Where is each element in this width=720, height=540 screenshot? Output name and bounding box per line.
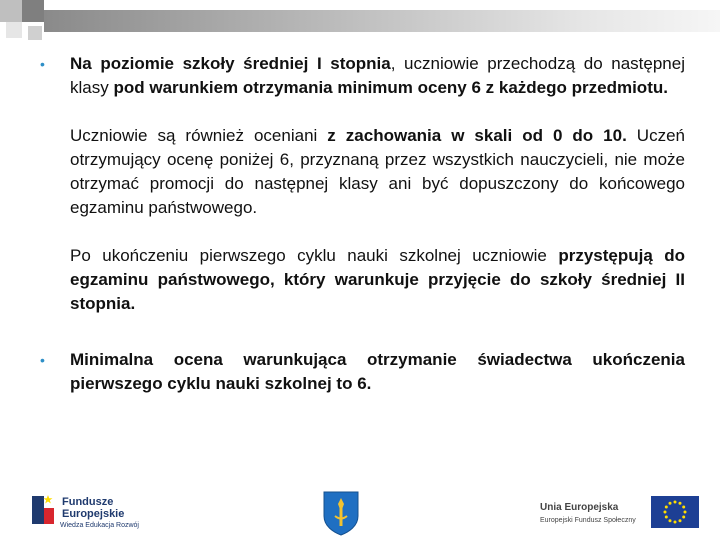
bullet2-text [70, 348, 685, 396]
bullet-marker: • [40, 352, 45, 368]
ue-logo-subtitle: Europejski Fundusz Społeczny [540, 517, 636, 524]
coat-of-arms-icon [322, 490, 360, 536]
paragraph-exam [40, 244, 685, 316]
fundusze-europejskie-logo-icon [30, 492, 58, 528]
fe-logo-text [62, 496, 124, 520]
header-gradient-bar [44, 10, 720, 32]
footer-logos [0, 488, 720, 540]
bullet-item [40, 348, 685, 396]
eu-flag-icon [651, 496, 699, 528]
fe-line1: Fundusze [62, 496, 114, 508]
bullet1-bold-b: pod warunkiem otrzymania minimum oceny 6 z każdego przedmiotu. [113, 78, 668, 97]
bullet-item [40, 52, 685, 100]
para1-text [70, 124, 685, 220]
para1-bold: z zachowania w skali od 0 do 10. [327, 126, 627, 145]
ue-logo-title: Unia Europejska [540, 502, 619, 513]
paragraph-conduct [40, 124, 685, 220]
slide-content [40, 52, 685, 396]
para2-text [70, 244, 685, 316]
bullet2-bold: Minimalna ocena warunkująca otrzymanie świadectwa ukończenia pierwszego cyklu nauki szkolnej to 6. [70, 350, 685, 393]
bullet1-plain: , uczniowie przechodzą do następnej klasy [70, 54, 685, 97]
bullet1-text [70, 52, 685, 100]
para2-plain: Po ukończeniu pierwszego cyklu nauki szkolnej uczniowie [70, 246, 559, 265]
para1-plain-b: Uczeń otrzymujący ocenę poniżej 6, przyznaną przez wszystkich nauczycieli, nie może otrzymać promocji do następnej klasy ani być dopuszczony do końcowego egzaminu państwowego. [70, 126, 685, 217]
para2-bold: przystępują do egzaminu państwowego, który warunkuje przyjęcie do szkoły średniej II stopnia. [70, 246, 685, 313]
bullet1-bold-a: Na poziomie szkoły średniej I stopnia [70, 54, 391, 73]
fe-line2: Europejskie [62, 508, 125, 520]
para1-plain-a: Uczniowie są również oceniani [70, 126, 328, 145]
fe-subtitle: Wiedza Edukacja Rozwój [60, 522, 139, 529]
bullet-marker: • [40, 56, 45, 72]
